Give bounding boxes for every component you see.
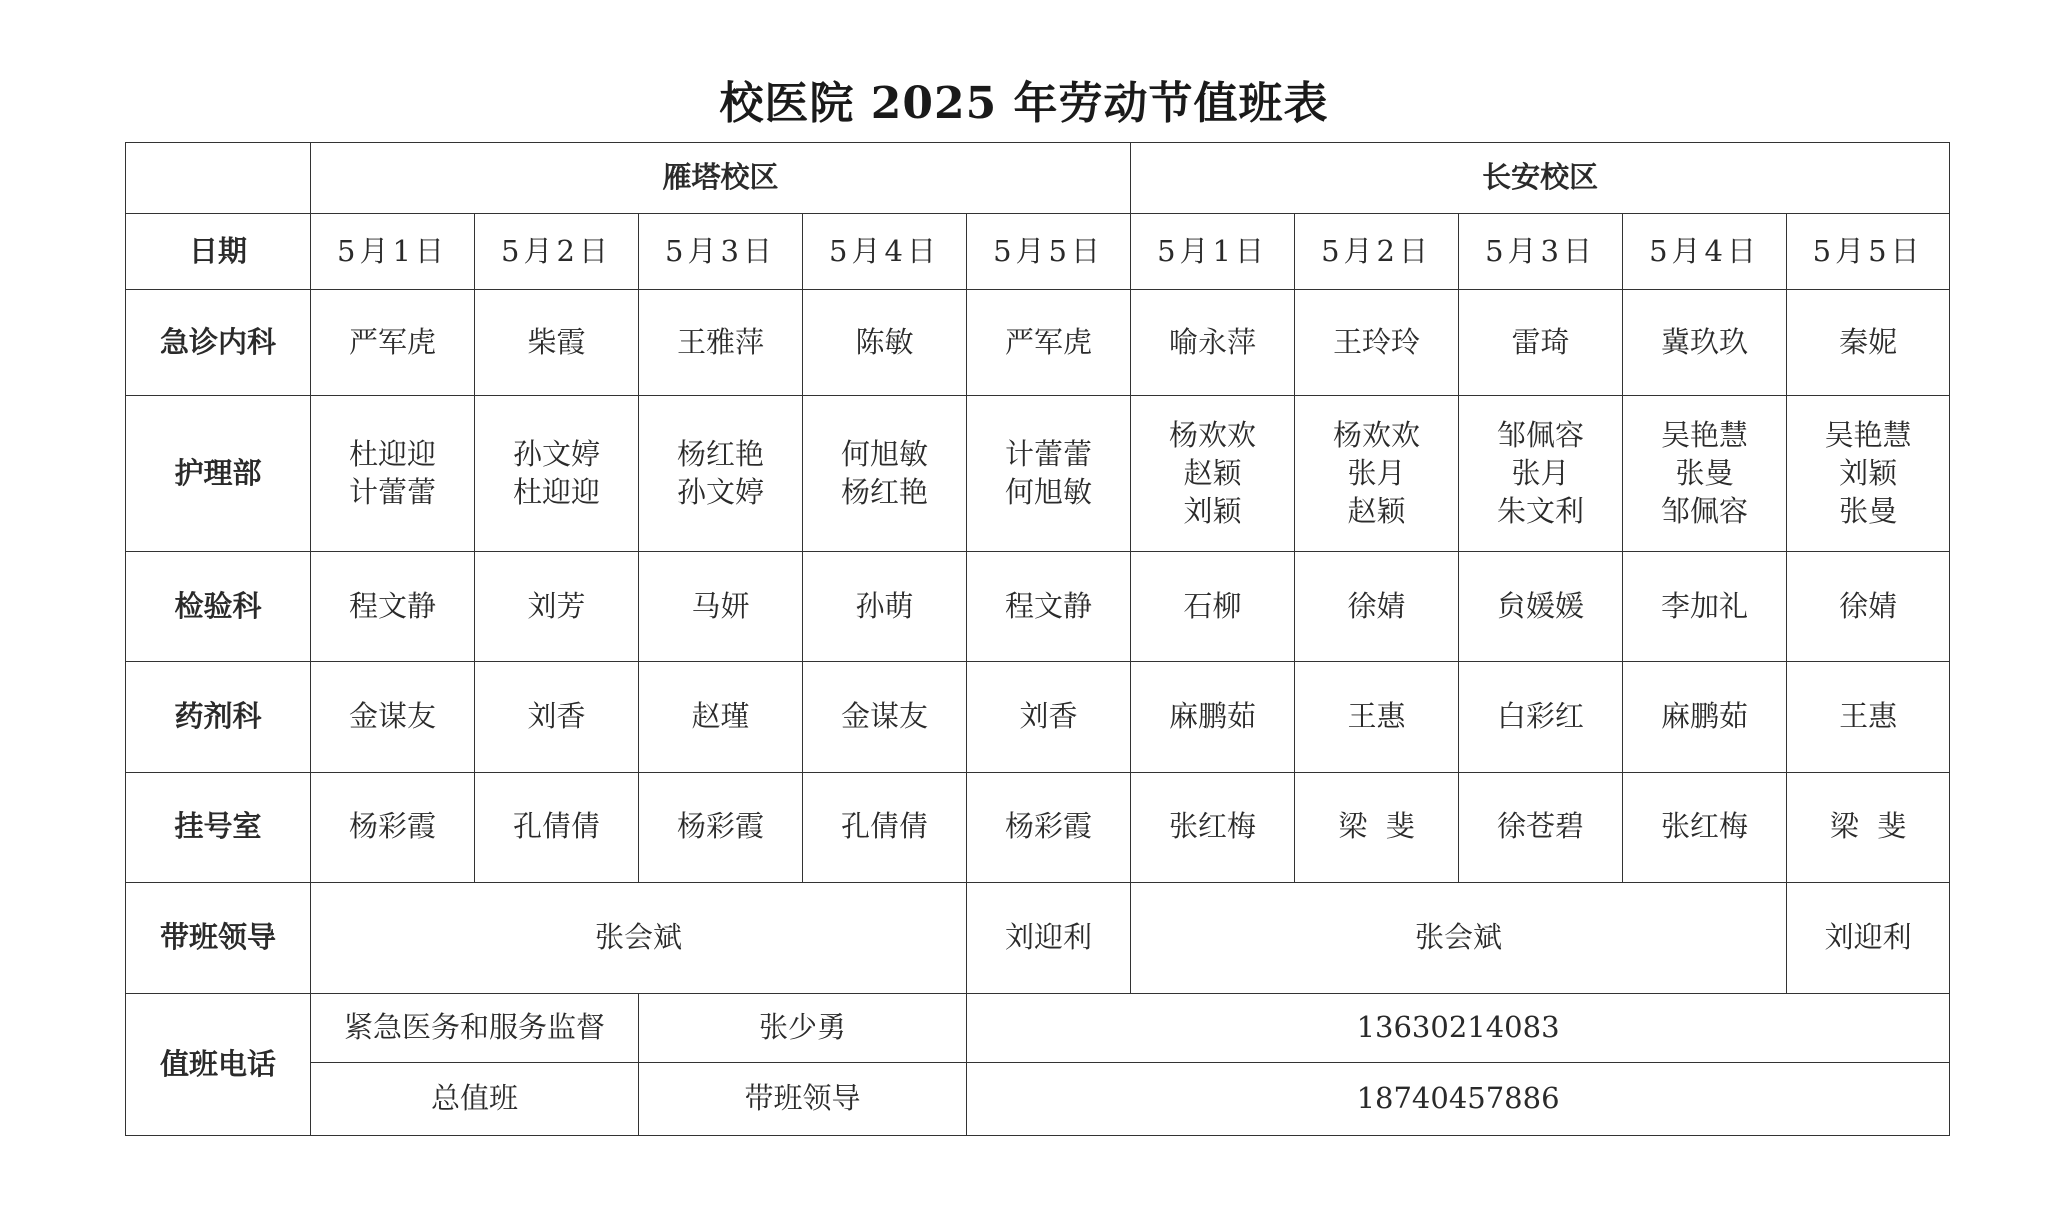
date-cell: 5月5日 [1787, 214, 1950, 290]
campus-header-row [126, 143, 1950, 214]
staff-name: 杨欢欢 [1333, 418, 1421, 453]
staff-name: 何旭敏 [1005, 474, 1093, 509]
staff-cell [475, 662, 639, 772]
staff-cell [475, 552, 639, 662]
staff-name: 柴霞 [527, 324, 586, 359]
staff-name: 麻鹏茹 [1169, 699, 1257, 734]
staff-cell [803, 290, 967, 396]
staff-name: 梁 斐 [1829, 809, 1907, 844]
phone-label: 值班电话 [126, 993, 311, 1135]
staff-name: 刘香 [1019, 699, 1078, 734]
dept-label: 挂号室 [126, 772, 311, 882]
date-cell: 5月4日 [1623, 214, 1787, 290]
date-cell: 5月5日 [967, 214, 1131, 290]
dept-row [126, 552, 1950, 662]
staff-cell [1787, 290, 1950, 396]
staff-cell [1459, 290, 1623, 396]
staff-cell [803, 662, 967, 772]
staff-name: 陈敏 [855, 324, 914, 359]
staff-cell [1295, 772, 1459, 882]
staff-cell [1787, 396, 1950, 552]
staff-name: 冀玖玖 [1661, 324, 1749, 359]
staff-name: 秦妮 [1839, 324, 1898, 359]
staff-name: 赵颖 [1183, 455, 1242, 490]
staff-name: 计蕾蕾 [348, 474, 436, 509]
staff-name: 杨彩霞 [348, 809, 436, 844]
staff-cell [311, 662, 475, 772]
staff-cell [475, 772, 639, 882]
campus-changan: 长安校区 [1131, 143, 1950, 214]
staff-name: 严军虎 [348, 324, 436, 359]
staff-cell [803, 396, 967, 552]
staff-cell [639, 396, 803, 552]
staff-name: 邹佩容 [1661, 493, 1749, 528]
date-cell: 5月1日 [1131, 214, 1295, 290]
leader-yanta-1-4: 张会斌 [311, 882, 967, 993]
staff-name: 赵颖 [1347, 493, 1406, 528]
staff-name: 杨红艳 [840, 474, 928, 509]
staff-name: 张月 [1347, 455, 1406, 490]
dept-row [126, 396, 1950, 552]
dept-label: 药剂科 [126, 662, 311, 772]
dept-label: 检验科 [126, 552, 311, 662]
staff-cell [1623, 552, 1787, 662]
staff-name: 朱文利 [1497, 493, 1585, 528]
staff-name: 王惠 [1839, 699, 1898, 734]
staff-name: 张红梅 [1169, 809, 1257, 844]
staff-name: 贠媛媛 [1497, 589, 1585, 624]
staff-name: 王惠 [1347, 699, 1406, 734]
staff-cell [1787, 772, 1950, 882]
staff-cell [1131, 396, 1295, 552]
date-cell: 5月2日 [1295, 214, 1459, 290]
date-cell: 5月4日 [803, 214, 967, 290]
staff-name: 王玲玲 [1333, 324, 1421, 359]
staff-name: 孙文婷 [676, 474, 764, 509]
date-cell: 5月2日 [475, 214, 639, 290]
staff-cell [311, 396, 475, 552]
staff-cell [1623, 290, 1787, 396]
staff-name: 杜迎迎 [348, 437, 436, 472]
staff-cell [1623, 772, 1787, 882]
staff-name: 孙萌 [855, 589, 914, 624]
date-cell: 5月3日 [639, 214, 803, 290]
leader-yanta-5: 刘迎利 [967, 882, 1131, 993]
staff-cell [311, 290, 475, 396]
staff-name: 程文静 [1005, 589, 1093, 624]
staff-cell [639, 552, 803, 662]
staff-name: 吴艳慧 [1824, 418, 1912, 453]
staff-cell [967, 772, 1131, 882]
staff-cell [311, 552, 475, 662]
leader-changan-5: 刘迎利 [1787, 882, 1950, 993]
campus-yanta: 雁塔校区 [311, 143, 1131, 214]
staff-cell [967, 662, 1131, 772]
staff-cell [803, 552, 967, 662]
staff-name: 张红梅 [1661, 809, 1749, 844]
staff-cell [967, 290, 1131, 396]
staff-name: 何旭敏 [840, 437, 928, 472]
phone-role: 紧急医务和服务监督 [311, 993, 639, 1062]
staff-name: 金谋友 [348, 699, 436, 734]
staff-name: 计蕾蕾 [1005, 437, 1093, 472]
dept-label: 护理部 [126, 396, 311, 552]
staff-cell [967, 396, 1131, 552]
staff-name: 张曼 [1675, 455, 1734, 490]
page-title: 校医院 2025 年劳动节值班表 [719, 78, 1329, 129]
staff-cell [311, 772, 475, 882]
duty-roster-table [125, 142, 1950, 1136]
staff-cell [1459, 396, 1623, 552]
staff-name: 孔倩倩 [512, 809, 600, 844]
staff-name: 马妍 [691, 589, 750, 624]
staff-cell [639, 662, 803, 772]
staff-cell [1295, 662, 1459, 772]
staff-cell [1459, 772, 1623, 882]
staff-cell [1459, 552, 1623, 662]
staff-cell [967, 552, 1131, 662]
staff-name: 孔倩倩 [840, 809, 928, 844]
staff-name: 严军虎 [1005, 324, 1093, 359]
staff-cell [1295, 552, 1459, 662]
staff-cell [1295, 396, 1459, 552]
staff-name: 雷琦 [1511, 324, 1570, 359]
staff-cell [1787, 552, 1950, 662]
staff-name: 徐苍碧 [1497, 809, 1585, 844]
staff-name: 石柳 [1183, 589, 1242, 624]
staff-name: 刘颖 [1839, 455, 1898, 490]
leader-row [126, 882, 1950, 993]
staff-cell [639, 290, 803, 396]
staff-name: 刘芳 [527, 589, 586, 624]
date-row [126, 214, 1950, 290]
staff-cell [475, 290, 639, 396]
staff-cell [1623, 662, 1787, 772]
staff-name: 白彩红 [1497, 699, 1585, 734]
leader-label: 带班领导 [126, 882, 311, 993]
staff-name: 张月 [1511, 455, 1570, 490]
staff-name: 麻鹏茹 [1661, 699, 1749, 734]
staff-cell [803, 772, 967, 882]
phone-number: 18740457886 [967, 1062, 1950, 1135]
staff-name: 吴艳慧 [1661, 418, 1749, 453]
phone-name: 张少勇 [639, 993, 967, 1062]
staff-name: 李加礼 [1661, 589, 1749, 624]
staff-cell [1131, 290, 1295, 396]
staff-name: 徐婧 [1347, 589, 1406, 624]
staff-name: 刘香 [527, 699, 586, 734]
staff-name: 赵瑾 [691, 699, 750, 734]
staff-cell [1131, 662, 1295, 772]
staff-name: 杨彩霞 [676, 809, 764, 844]
staff-cell [475, 396, 639, 552]
staff-name: 王雅萍 [676, 324, 764, 359]
phone-name: 带班领导 [639, 1062, 967, 1135]
corner-cell [126, 143, 311, 214]
dept-row [126, 772, 1950, 882]
staff-name: 金谋友 [840, 699, 928, 734]
staff-name: 梁 斐 [1338, 809, 1415, 844]
staff-cell [1459, 662, 1623, 772]
staff-name: 喻永萍 [1169, 324, 1257, 359]
dept-row [126, 662, 1950, 772]
staff-name: 杨欢欢 [1169, 418, 1257, 453]
staff-name: 杨彩霞 [1005, 809, 1093, 844]
staff-name: 孙文婷 [512, 437, 600, 472]
dept-label: 急诊内科 [126, 290, 311, 396]
staff-cell [1131, 772, 1295, 882]
date-label: 日期 [126, 214, 311, 290]
staff-name: 张曼 [1839, 493, 1898, 528]
dept-row [126, 290, 1950, 396]
staff-name: 杜迎迎 [512, 474, 600, 509]
staff-cell [1623, 396, 1787, 552]
phone-row [126, 1062, 1950, 1135]
phone-row [126, 993, 1950, 1062]
date-cell: 5月1日 [311, 214, 475, 290]
staff-name: 刘颖 [1183, 493, 1242, 528]
staff-cell [1131, 552, 1295, 662]
phone-role: 总值班 [311, 1062, 639, 1135]
staff-cell [1787, 662, 1950, 772]
leader-changan-1-4: 张会斌 [1131, 882, 1787, 993]
staff-name: 程文静 [348, 589, 436, 624]
phone-number: 13630214083 [967, 993, 1950, 1062]
staff-name: 邹佩容 [1497, 418, 1585, 453]
staff-name: 徐婧 [1839, 589, 1898, 624]
staff-name: 杨红艳 [676, 437, 764, 472]
staff-cell [639, 772, 803, 882]
date-cell: 5月3日 [1459, 214, 1623, 290]
staff-cell [1295, 290, 1459, 396]
